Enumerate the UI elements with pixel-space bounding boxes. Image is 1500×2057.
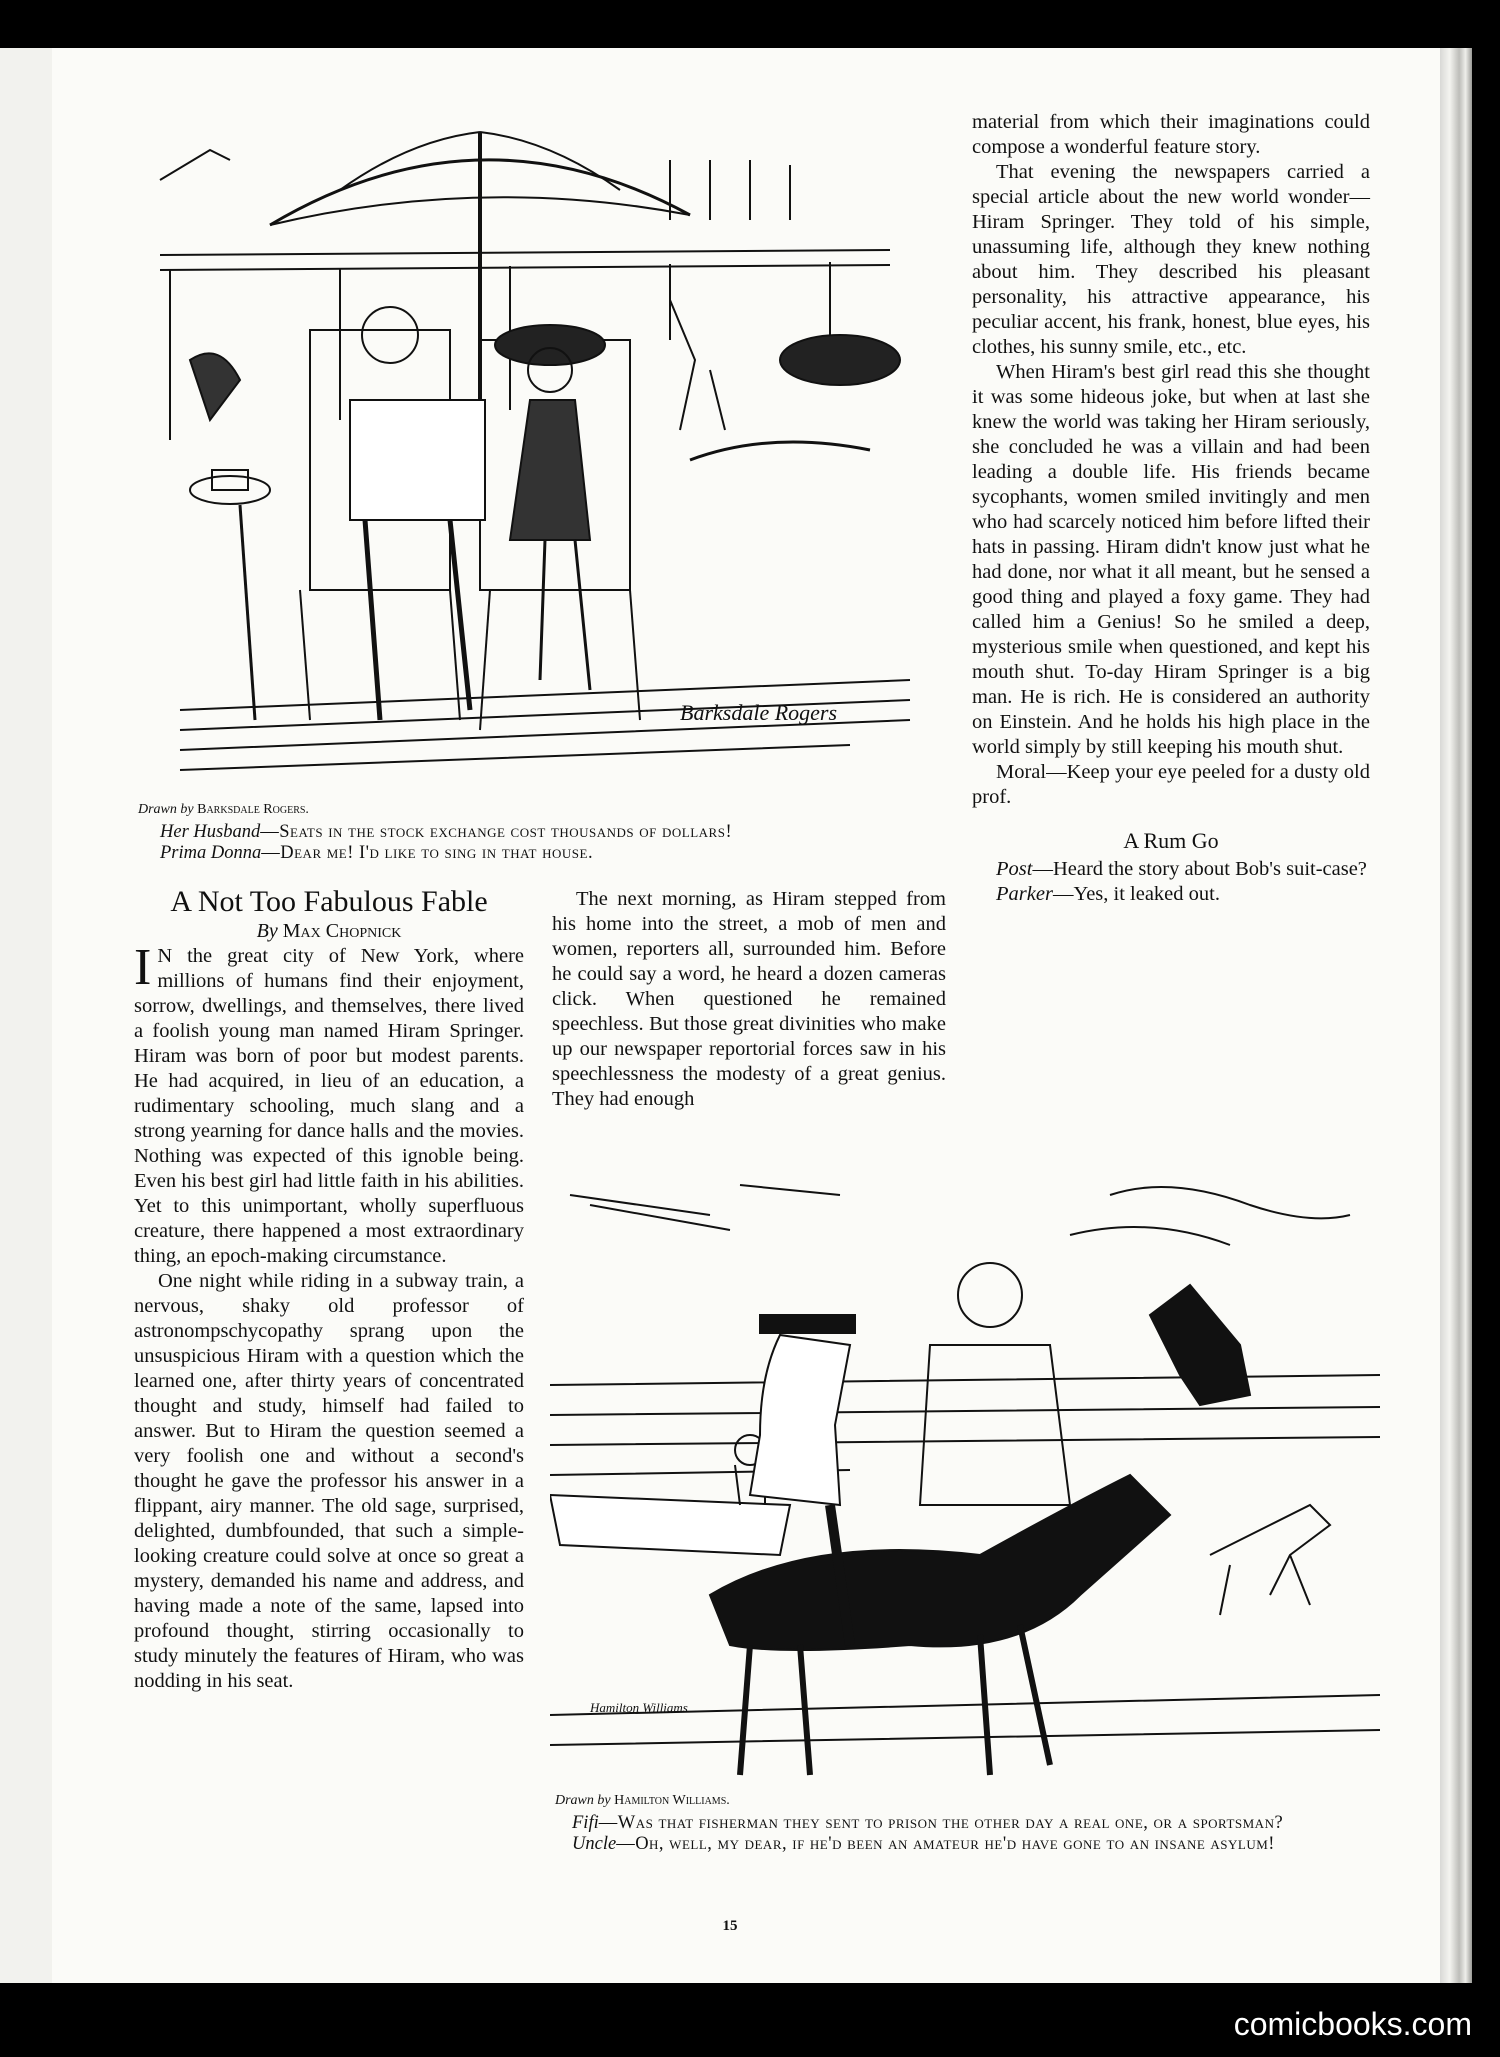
byline-author: Max Chopnick (282, 920, 402, 942)
page-spine (1440, 48, 1472, 1983)
article-title: A Not Too Fabulous Fable (170, 885, 488, 918)
bottom-caption (542, 1813, 1372, 1855)
caption-line-husband (160, 822, 970, 843)
joke-speaker: Parker (996, 883, 1053, 905)
credit-prefix: Drawn by (555, 1793, 611, 1808)
page-number: 15 (722, 1918, 738, 1934)
paragraph-text: N the great city of New York, where millions of humans find their enjoyment, sorrow, dwellings, and themselves, there lived a foolish young man named Hiram Springer. Hiram was born of poor but modest parents. He had acquired, in lieu of an education, a rudimentary schooling, much slang and a strong yearning for dance halls and the movies. Nothing was expected of this ignoble being. Even his best girl had little faith in his abilities. Yet to this unimportant, wholly superfluous creature, there happened a most extraordinary thing, an epoch-making circumstance. (134, 945, 524, 1267)
left-page-edge (0, 48, 52, 1983)
caption-speaker: Uncle (572, 1834, 617, 1854)
article-paragraph-1 (134, 939, 524, 1269)
article-column-2 (552, 887, 946, 1112)
article-paragraph-3: The next morning, as Hiram stepped from his home into the street, a mob of men and women, reporters all, surrounded him. Before he could say a word, he heard a dozen cameras click. When questioned he remained speechless. But those great divinities who make up our newspaper reportorial forces saw in his speechlessness the modesty of a great genius. They had enough (552, 888, 946, 1110)
article-column-1 (134, 885, 524, 1694)
joke-speaker: Post (996, 858, 1033, 880)
joke-text: —Heard the story about Bob's suit-case? (1032, 858, 1367, 880)
illustrator-signature-bottom: Hamilton Williams (590, 1700, 688, 1715)
bottom-credit (555, 1793, 730, 1809)
caption-line-prima-donna (160, 843, 970, 864)
caption-text: —Dear me! I'd like to sing in that house. (261, 843, 594, 863)
top-caption (160, 822, 970, 864)
byline-prefix: By (256, 920, 278, 942)
joke-line-parker (972, 882, 1370, 907)
caption-line-uncle (542, 1834, 1372, 1855)
article-paragraph-2: One night while riding in a subway train, a nervous, shaky old professor of astronompschycopathy sprang upon the unsuspicious Hiram with a question which the learned one, after thirty years of concentrated thought and study, himself had failed to answer. But to Hiram the question seemed a very foolish one and without a second's thought he gave the professor his answer in a flippant, airy manner. The old sage, surprised, delighted, dumbfounded, that such a simple-looking creature could solve at once so great a mystery, demanded his name and address, and having made a note of the same, lapsed into profound thought, stirring occasionally to study minutely the features of Hiram, who was nodding in his seat. (134, 1270, 524, 1692)
drop-cap: I (134, 939, 152, 996)
credit-name: Barksdale Rogers. (197, 802, 309, 817)
caption-speaker: Her Husband (160, 822, 261, 842)
article-paragraph-5: When Hiram's best girl read this she thought it was some hideous joke, but when at last she knew the world was taking her Hiram seriously, she concluded he was a villain and had been leading a double life. His friends became sycophants, women smiled invitingly and men who had scarcely noticed him before lifted their hats in passing. Hiram didn't know just what he had done, nor what it all meant, but he sensed a good thing and played a foxy game. They had called him a Genius! So he smiled a deep, mysterious smile when questioned, and kept his mouth shut. To-day Hiram Springer is a big man. He is rich. He is considered an authority on Einstein. And he holds his high place in the world simply by still keeping his mouth shut. (972, 361, 1370, 758)
caption-text: —Oh, well, my dear, if he'd been an amateur he'd have gone to an insane asylum! (616, 1834, 1275, 1854)
caption-line-fifi (542, 1813, 1372, 1834)
credit-name: Hamilton Williams. (614, 1793, 730, 1808)
credit-prefix: Drawn by (138, 802, 194, 817)
beach-illustration (150, 120, 950, 800)
caption-speaker: Fifi (572, 1813, 599, 1833)
joke-line-post (972, 857, 1370, 882)
article-moral: Moral—Keep your eye peeled for a dusty old prof. (972, 761, 1370, 808)
article-column-3 (972, 110, 1370, 907)
horse-riding-illustration (550, 1175, 1380, 1790)
joke-text: —Yes, it leaked out. (1052, 883, 1220, 905)
caption-speaker: Prima Donna (160, 843, 262, 863)
caption-text: —Was that fisherman they sent to prison the other day a real one, or a sportsman? (598, 1813, 1284, 1833)
site-watermark: comicbooks.com (1233, 2006, 1472, 2042)
joke-title: A Rum Go (1123, 828, 1219, 853)
article-byline (134, 919, 524, 944)
caption-text: —Seats in the stock exchange cost thousands of dollars! (260, 822, 733, 842)
article-paragraph-3-continued: material from which their imaginations could compose a wonderful feature story. (972, 111, 1370, 158)
illustrator-signature: Barksdale Rogers (680, 700, 838, 725)
article-paragraph-4: That evening the newspapers carried a special article about the new world wonder—Hiram Springer. They told of his simple, unassuming life, although they knew nothing about him. They described his pleasant personality, his attractive appearance, his peculiar accent, his frank, honest, blue eyes, his clothes, his sunny smile, etc., etc. (972, 161, 1370, 358)
top-credit (138, 802, 309, 818)
